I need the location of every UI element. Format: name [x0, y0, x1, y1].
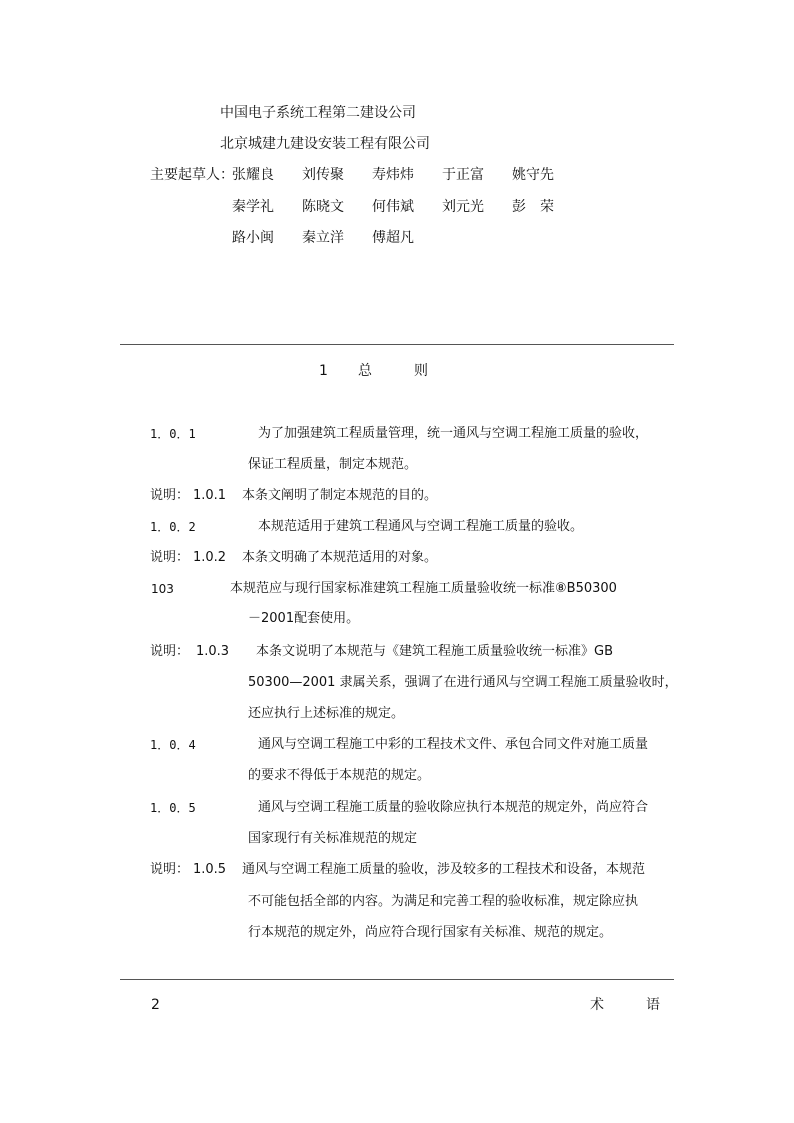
drafter-name: 寿炜炜 — [372, 167, 414, 183]
drafter-name: 彭 荣 — [512, 199, 554, 215]
clause-number: 103 — [151, 582, 174, 596]
clause-text: －2001配套使用。 — [248, 611, 360, 626]
note-text: 本条文说明了本规范与《建筑工程施工质量验收统一标准》GB — [256, 644, 613, 659]
note-text: 本条文明确了本规范适用的对象。 — [242, 550, 438, 565]
clause-number: 1．0．5 — [150, 801, 196, 815]
note-text: 行本规范的规定外，尚应符合现行国家有关标准、规范的规定。 — [248, 925, 613, 940]
clause-text: 国家现行有关标准规范的规定 — [248, 831, 418, 846]
chapter-title-char: 则 — [414, 363, 428, 379]
clause-text: 本规范适用于建筑工程通风与空调工程施工质量的验收。 — [258, 519, 584, 534]
clause-number: 1．0．4 — [150, 738, 196, 752]
drafters-label: 主要起草人： — [150, 167, 234, 183]
clause-text: 为了加强建筑工程质量管理，统一通风与空调工程施工质量的验收， — [258, 426, 649, 441]
note-label: 说明： — [150, 550, 190, 565]
chapter-title-char: 总 — [358, 363, 372, 379]
drafter-name: 路小闽 — [232, 230, 274, 246]
drafter-name: 陈晓文 — [302, 199, 344, 215]
note-label: 说明： — [150, 644, 190, 659]
note-text: 通风与空调工程施工质量的验收，涉及较多的工程技术和设备，本规范 — [242, 862, 646, 877]
chapter-number: 1 — [319, 363, 328, 379]
drafter-name: 刘元光 — [442, 199, 484, 215]
note-text: 还应执行上述标准的规定。 — [248, 706, 405, 721]
section-divider — [120, 979, 674, 980]
note-label: 说明： — [150, 488, 190, 503]
drafter-name: 于正富 — [442, 167, 484, 183]
note-label: 说明： — [150, 862, 190, 877]
drafter-name: 姚守先 — [512, 167, 554, 183]
drafter-name: 秦学礼 — [232, 199, 274, 215]
note-number: 1.0.1 — [193, 488, 227, 503]
drafter-name: 刘传聚 — [302, 167, 344, 183]
clause-text: 通风与空调工程施工质量的验收除应执行本规范的规定外，尚应符合 — [258, 800, 649, 815]
chapter-title-char: 术 — [590, 997, 604, 1013]
unit-name-2: 北京城建九建设安装工程有限公司 — [220, 136, 430, 152]
drafter-name: 何伟斌 — [372, 199, 414, 215]
clause-text: 通风与空调工程施工中彩的工程技术文件、承包合同文件对施工质量 — [258, 737, 649, 752]
note-number: 1.0.5 — [193, 862, 227, 877]
chapter-number: 2 — [151, 997, 160, 1013]
clause-number: 1．0．2 — [150, 520, 196, 534]
chapter-title-char: 语 — [646, 997, 660, 1013]
note-text: 本条文阐明了制定本规范的目的。 — [242, 488, 438, 503]
note-number: 1.0.2 — [193, 550, 227, 565]
drafter-name: 张耀良 — [232, 167, 274, 183]
drafter-name: 秦立洋 — [302, 230, 344, 246]
clause-text: 的要求不得低于本规范的规定。 — [248, 768, 431, 783]
unit-name-1: 中国电子系统工程第二建设公司 — [220, 105, 416, 121]
drafter-name: 傅超凡 — [372, 230, 414, 246]
clause-text: 保证工程质量，制定本规范。 — [248, 457, 418, 472]
clause-number: 1．0．1 — [150, 427, 196, 441]
clause-text: 本规范应与现行国家标准建筑工程施工质量验收统一标准⑧B50300 — [230, 581, 617, 596]
note-text: 50300—2001 隶属关系，强调了在进行通风与空调工程施工质量验收时， — [248, 675, 678, 690]
note-text: 不可能包括全部的内容。为满足和完善工程的验收标准，规定除应执 — [248, 894, 639, 909]
note-number: 1.0.3 — [196, 644, 230, 659]
section-divider — [120, 344, 674, 345]
